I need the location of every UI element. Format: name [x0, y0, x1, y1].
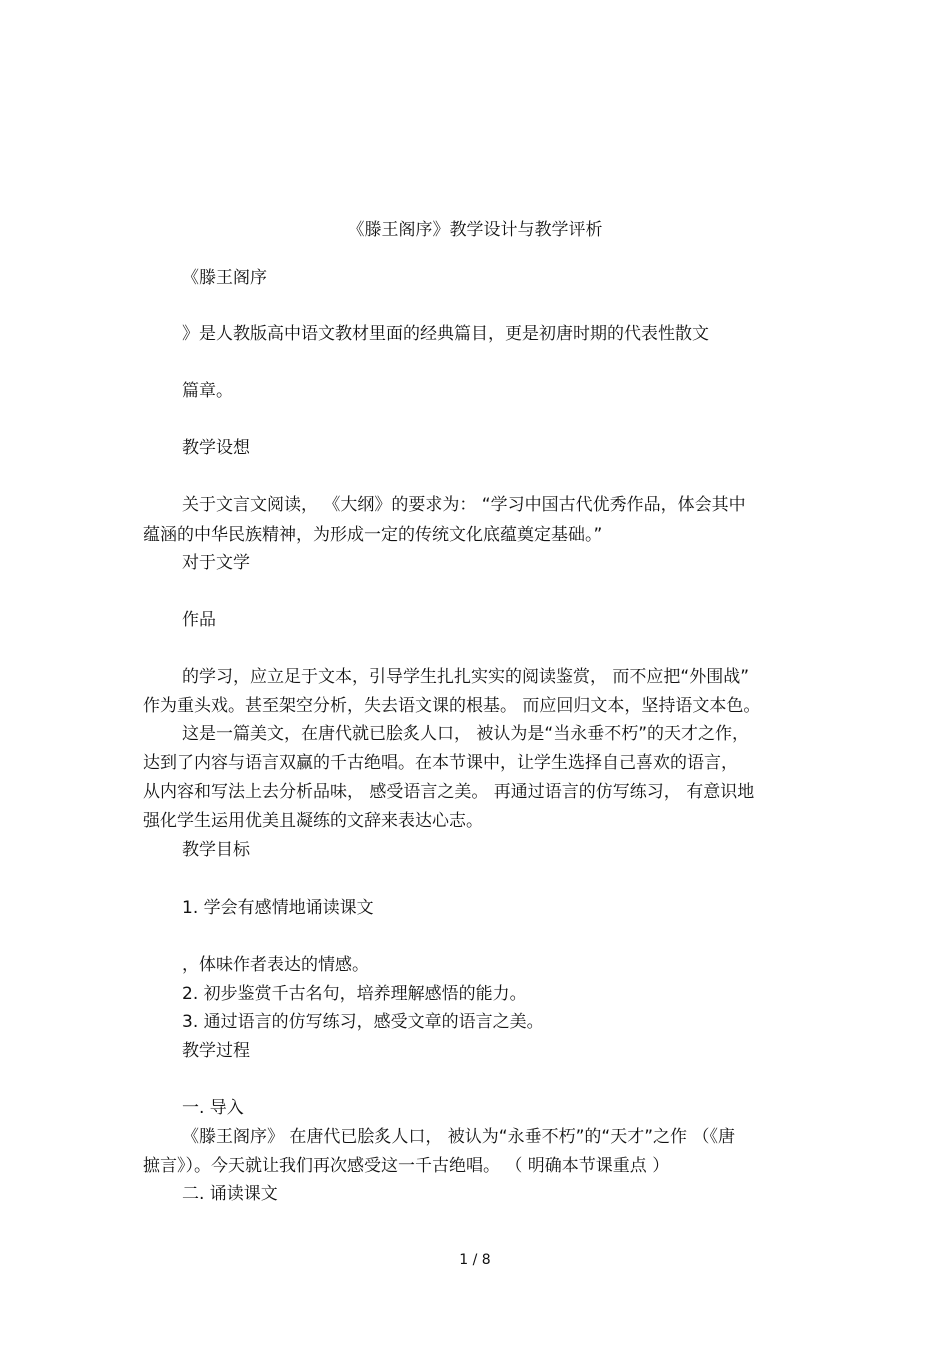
- body-line: 》是人教版高中语文教材里面的经典篇目，更是初唐时期的代表性散文: [182, 324, 709, 344]
- body-line: 从内容和写法上去分析品味， 感受语言之美。 再通过语言的仿写练习， 有意识地: [143, 782, 755, 802]
- body-line: 作为重头戏。甚至架空分析，失去语文课的根基。 而应回归文本，坚持语文本色。: [143, 696, 761, 716]
- body-line: 达到了内容与语言双赢的千古绝唱。在本节课中，让学生选择自己喜欢的语言，: [143, 753, 738, 773]
- body-line: 强化学生运用优美且凝练的文辞来表达心志。: [143, 811, 483, 831]
- section-heading: 教学设想: [182, 438, 250, 458]
- body-line: 《滕王阁序》 在唐代已脍炙人口， 被认为“永垂不朽”的“天才”之作 （《唐: [182, 1127, 735, 1147]
- body-line: 蕴涵的中华民族精神，为形成一定的传统文化底蕴奠定基础。”: [143, 525, 603, 545]
- body-line: 这是一篇美文，在唐代就已脍炙人口， 被认为是“当永垂不朽”的天才之作，: [182, 724, 750, 744]
- body-line: 摭言》）。今天就让我们再次感受这一千古绝唱。 （ 明确本节课重点 ）: [143, 1156, 670, 1176]
- list-item: ，体味作者表达的情感。: [182, 955, 369, 975]
- body-line: 篇章。: [182, 381, 233, 401]
- body-line: 关于文言文阅读， 《大纲》的要求为： “学习中国古代优秀作品，体会其中: [182, 495, 746, 515]
- body-line: 《滕王阁序: [182, 268, 267, 288]
- document-title: 《滕王阁序》教学设计与教学评析: [347, 220, 603, 240]
- list-item: 1. 学会有感情地诵读课文: [182, 898, 374, 918]
- section-heading: 二. 诵读课文: [182, 1184, 278, 1204]
- section-heading: 教学过程: [182, 1041, 250, 1061]
- section-heading: 一. 导入: [182, 1098, 244, 1118]
- body-line: 作品: [182, 610, 216, 630]
- section-heading: 教学目标: [182, 840, 250, 860]
- list-item: 3. 通过语言的仿写练习，感受文章的语言之美。: [182, 1012, 544, 1032]
- page-number: 1 / 8: [459, 1252, 491, 1268]
- body-line: 对于文学: [182, 553, 250, 573]
- body-line: 的学习，应立足于文本，引导学生扎扎实实的阅读鉴赏， 而不应把“外围战”: [182, 667, 750, 687]
- list-item: 2. 初步鉴赏千古名句，培养理解感悟的能力。: [182, 984, 527, 1004]
